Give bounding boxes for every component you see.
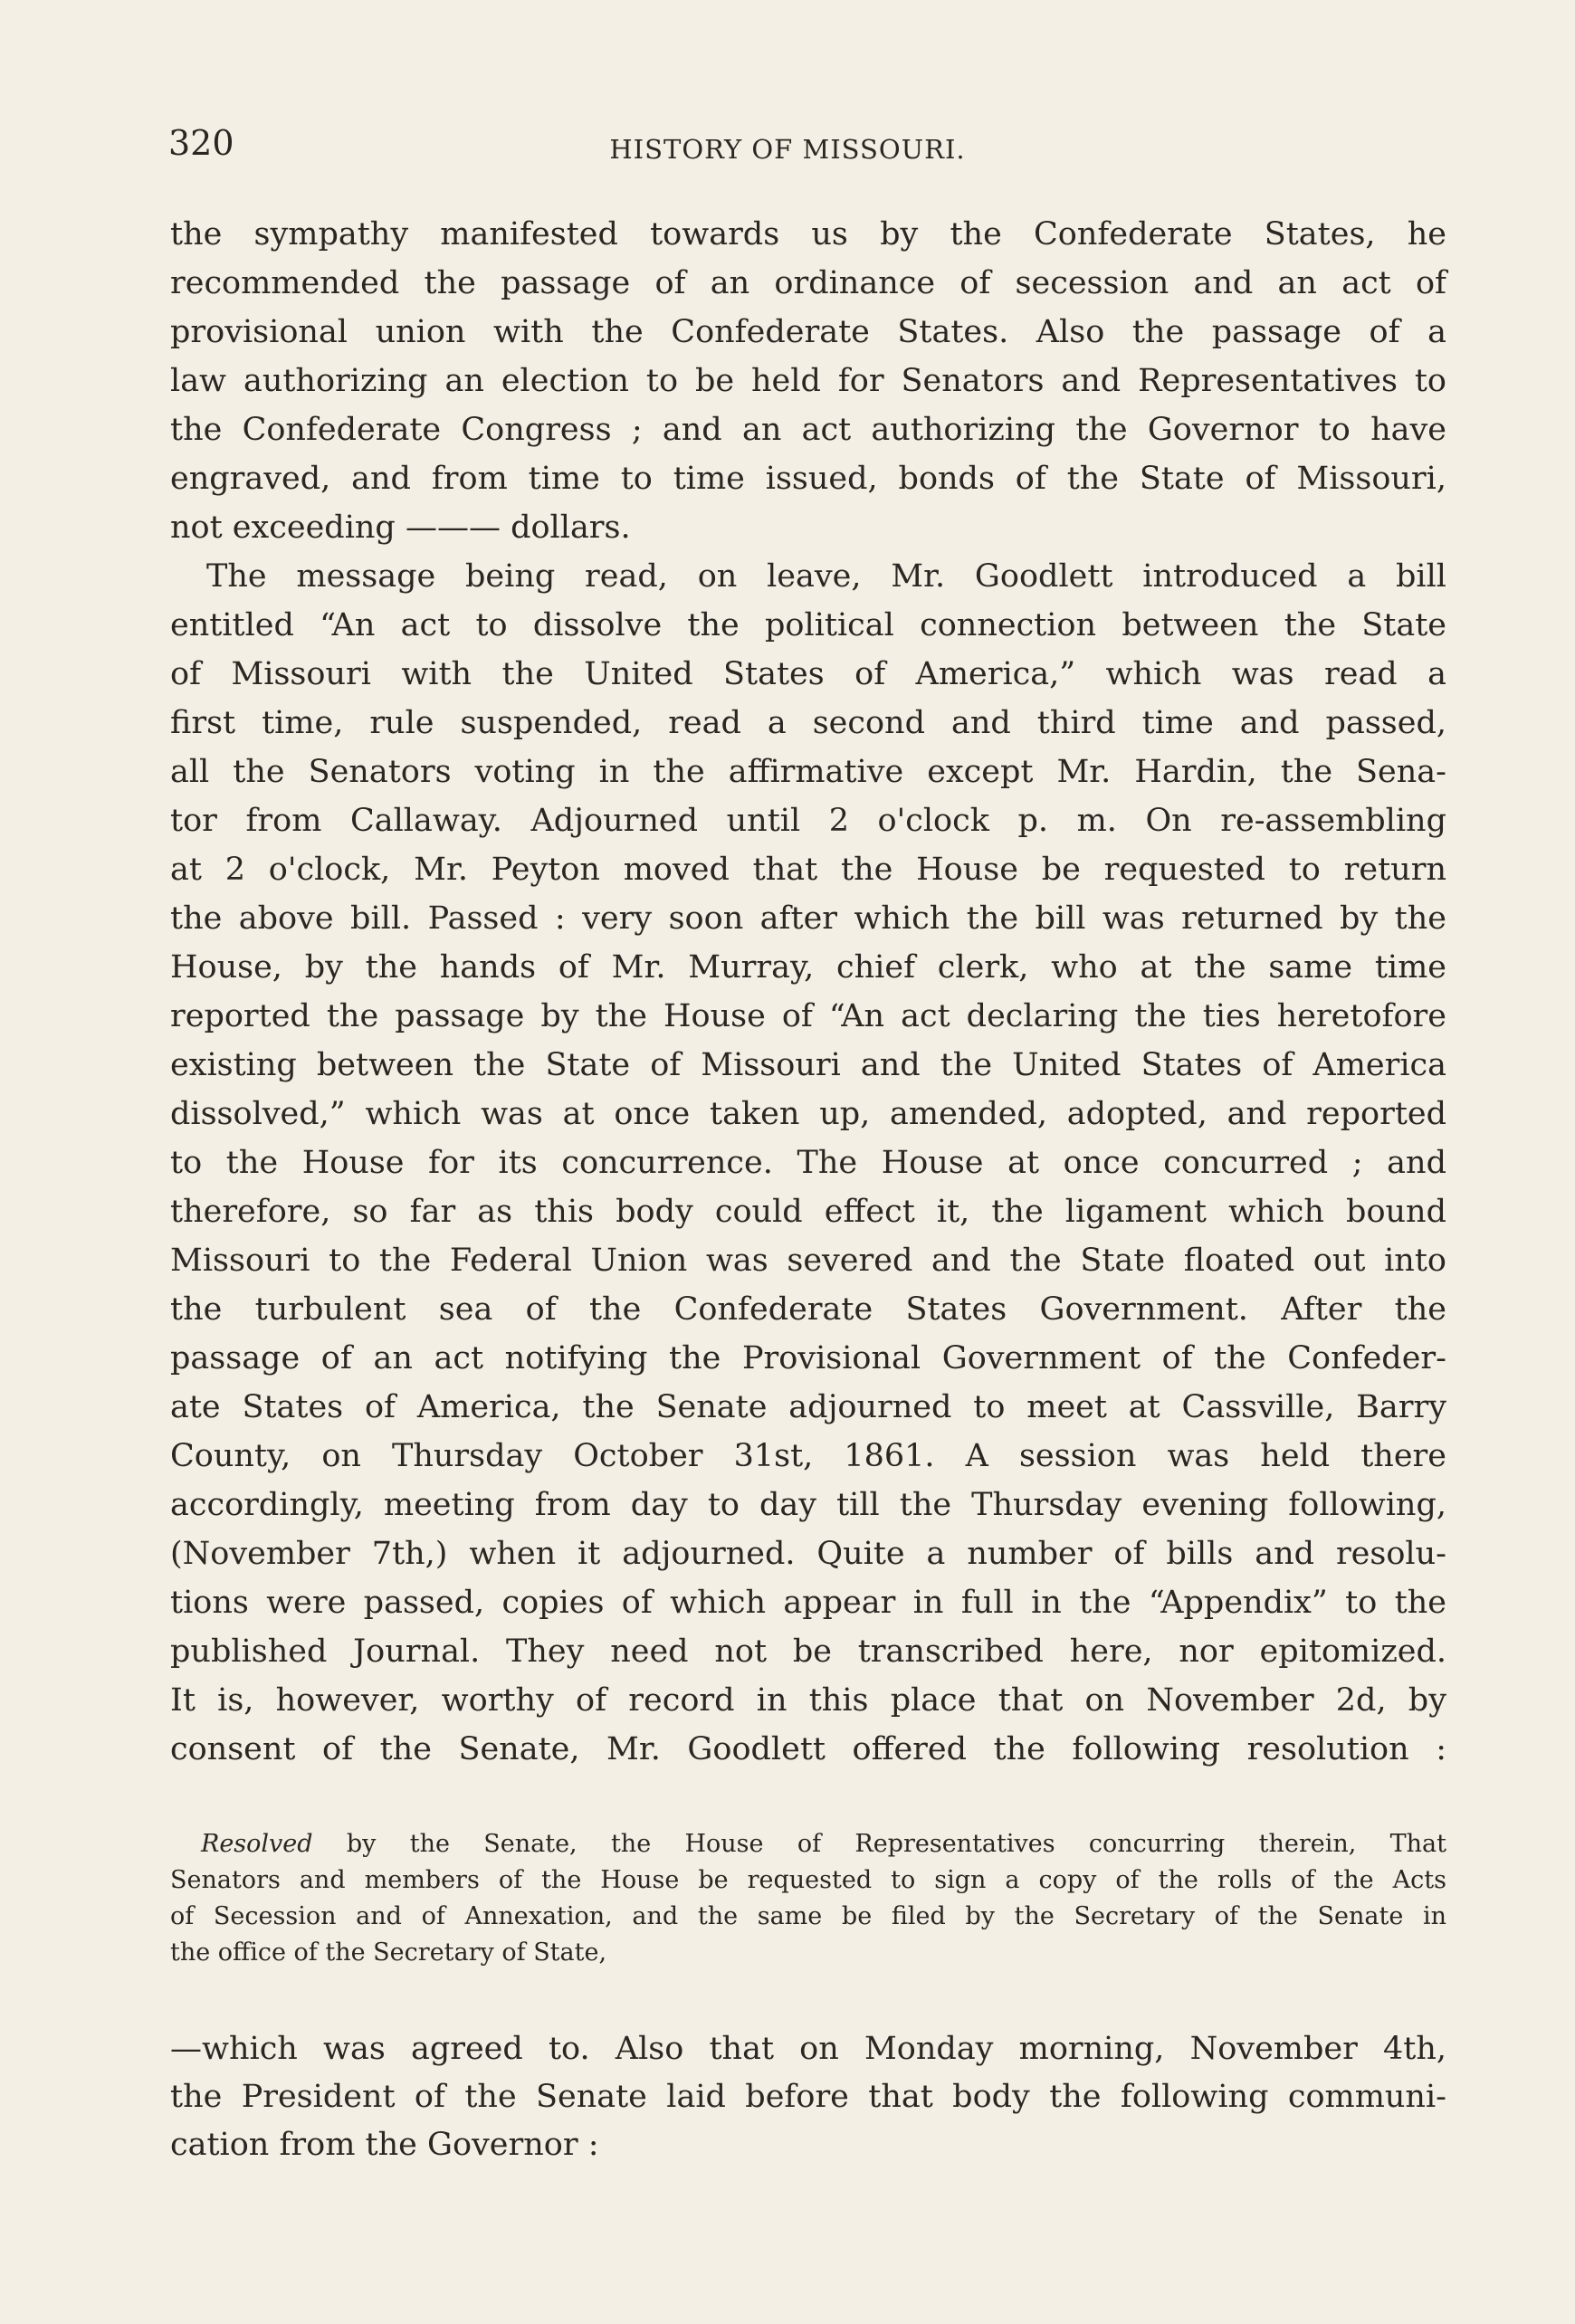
text-line: the above bill. Passed : very soon after which the bill was returned by the xyxy=(170,900,1446,937)
text-line: tor from Callaway. Adjourned until 2 o'clock p. m. On re-assembling xyxy=(170,803,1446,839)
text-line: It is, however, worthy of record in this place that on November 2d, by xyxy=(170,1682,1446,1719)
text-line: provisional union with the Confederate States. Also the passage of a xyxy=(170,314,1446,350)
text-line: therefore, so far as this body could effect it, the ligament which bound xyxy=(170,1194,1446,1230)
resolution-line: of Secession and of Annexation, and the same be filed by the Secretary of the Senate in xyxy=(170,1902,1446,1930)
resolution-block xyxy=(170,1826,1446,1971)
text-line: law authorizing an election to be held for Senators and Representatives to xyxy=(170,363,1446,399)
text-line: County, on Thursday October 31st, 1861. A session was held there xyxy=(170,1438,1446,1474)
text-line: the sympathy manifested towards us by the Confederate States, he xyxy=(170,216,1446,252)
resolution-line: the office of the Secretary of State, xyxy=(170,1938,607,1967)
text-line: accordingly, meeting from day to day till the Thursday evening following, xyxy=(170,1487,1446,1523)
text-line: —which was agreed to. Also that on Monday morning, November 4th, xyxy=(170,2031,1446,2067)
text-line: The message being read, on leave, Mr. Goodlett introduced a bill xyxy=(206,558,1446,595)
text-line: the President of the Senate laid before that body the following communi- xyxy=(170,2079,1446,2115)
text-line: entitled “An act to dissolve the political connection between the State xyxy=(170,607,1446,643)
text-line: consent of the Senate, Mr. Goodlett offered the following resolution : xyxy=(170,1731,1446,1767)
page-number: 320 xyxy=(168,123,234,163)
body-text xyxy=(170,210,1446,1774)
text-line: the Confederate Congress ; and an act authorizing the Governor to have xyxy=(170,412,1446,448)
text-line: the turbulent sea of the Confederate States Government. After the xyxy=(170,1291,1446,1328)
text-line: passage of an act notifying the Provisional Government of the Confeder- xyxy=(170,1340,1446,1376)
text-line: tions were passed, copies of which appear in full in the “Appendix” to the xyxy=(170,1585,1446,1621)
running-title: HISTORY OF MISSOURI. xyxy=(609,134,966,165)
text-line: (November 7th,) when it adjourned. Quite a number of bills and resolu- xyxy=(170,1536,1446,1572)
text-line: House, by the hands of Mr. Murray, chief clerk, who at the same time xyxy=(170,949,1446,986)
text-line: all the Senators voting in the affirmative except Mr. Hardin, the Sena- xyxy=(170,754,1446,790)
resolution-line xyxy=(170,1826,1446,1862)
closing-paragraph xyxy=(170,2025,1446,2169)
text-line: published Journal. They need not be transcribed here, nor epitomized. xyxy=(170,1633,1446,1670)
text-line: cation from the Governor : xyxy=(170,2127,599,2163)
text-line: at 2 o'clock, Mr. Peyton moved that the House be requested to return xyxy=(170,852,1446,888)
resolution-text: by the Senate, the House of Representatives concurring therein, That xyxy=(346,1830,1446,1858)
text-line: to the House for its concurrence. The House at once concurred ; and xyxy=(170,1145,1446,1181)
text-line: recommended the passage of an ordinance of secession and an act of xyxy=(170,265,1446,301)
resolved-word: Resolved xyxy=(201,1830,313,1858)
text-line: existing between the State of Missouri and the United States of America xyxy=(170,1047,1446,1083)
text-line: engraved, and from time to time issued, bonds of the State of Missouri, xyxy=(170,461,1446,497)
text-line: ate States of America, the Senate adjourned to meet at Cassville, Barry xyxy=(170,1389,1446,1425)
text-line: of Missouri with the United States of America,” which was read a xyxy=(170,656,1446,692)
text-line: first time, rule suspended, read a second and third time and passed, xyxy=(170,705,1446,741)
resolution-line: Senators and members of the House be requested to sign a copy of the rolls of the Acts xyxy=(170,1866,1446,1894)
text-line: reported the passage by the House of “An act declaring the ties heretofore xyxy=(170,998,1446,1034)
text-line: dissolved,” which was at once taken up, amended, adopted, and reported xyxy=(170,1096,1446,1132)
text-line: not exceeding ——— dollars. xyxy=(170,510,631,546)
text-line: Missouri to the Federal Union was severed and the State floated out into xyxy=(170,1243,1446,1279)
